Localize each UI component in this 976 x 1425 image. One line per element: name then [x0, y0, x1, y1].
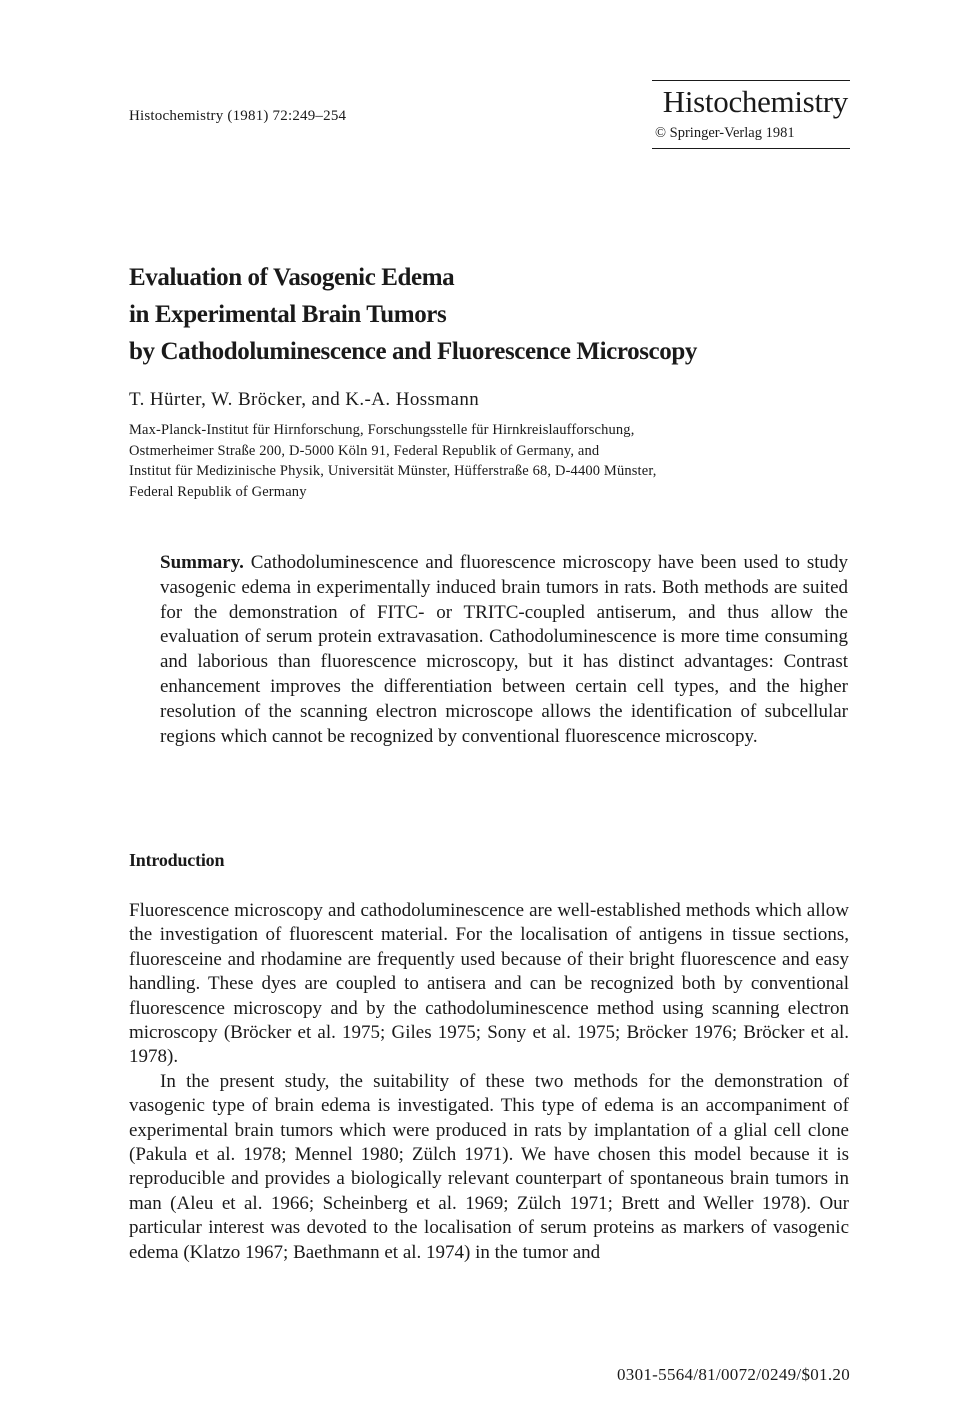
title-line: in Experimental Brain Tumors — [129, 301, 447, 328]
author-list: T. Hürter, W. Bröcker, and K.-A. Hossmann — [129, 389, 480, 410]
journal-name: Histochemistry — [662, 84, 848, 119]
abstract-summary — [160, 551, 848, 749]
introduction-body — [129, 899, 849, 1265]
publisher-copyright: © Springer-Verlag 1981 — [655, 125, 795, 141]
article-title — [129, 259, 697, 370]
author-affiliations — [129, 420, 657, 502]
affiliation-line: Max-Planck-Institut für Hirnforschung, Forschungsstelle für Hirnkreislaufforschung, — [129, 422, 635, 438]
section-heading-introduction: Introduction — [129, 850, 225, 870]
summary-label: Summary. — [160, 552, 244, 573]
body-paragraph: In the present study, the suitability of these two methods for the demonstration of vasogenic type of brain edema is investigated. This type of edema is an accompaniment of experimental brain tumors which were produced in rats by implantation of a glial cell clone (Pakula et al. 1978; Mennel 1980; Zülch 1971). We have chosen this model because it is reproducible and provides a biologically relevant counterpart of spontaneous brain tumors in man (Aleu et al. 1966; Scheinberg et al. 1969; Zülch 1971; Brett and Weller 1978). Our particular interest was devoted to the localisation of serum proteins as markers of vasogenic edema (Klatzo 1967; Baethmann et al. 1974) in the tumor and — [129, 1070, 849, 1263]
journal-masthead — [652, 80, 850, 149]
affiliation-line: Ostmerheimer Straße 200, D-5000 Köln 91, Federal Republik of Germany, and — [129, 442, 600, 459]
summary-text: Cathodoluminescence and fluorescence microscopy have been used to study vasogenic edema in experimentally induced brain tumors in rats. Both methods are suited for the demonstration of FITC- or TRITC-coupled antiserum, and thus allow the evaluation of serum protein extravasation. Cathodoluminescence is more time consuming and laborious than fluorescence microscopy, but it has distinct advantages: Contrast enhancement improves the differentiation between certain cell types, and the higher resolution of the scanning electron microscope allows the identification of subcellular regions which cannot be recognized by conventional fluorescence microscopy. — [160, 552, 848, 747]
journal-citation: Histochemistry (1981) 72:249–254 — [129, 108, 347, 124]
body-paragraph: Fluorescence microscopy and cathodoluminescence are well-established methods which allow the investigation of fluorescent material. For the localisation of antigens in tissue sections, fluoresceine and rhodamine are frequently used because of their bright fluorescence and easy handling. These dyes are coupled to antisera and can be recognized both by conventional fluorescence microscopy and by the cathodoluminescence method using scanning electron microscopy (Bröcker et al. 1975; Giles 1975; Sony et al. 1975; Bröcker 1976; Bröcker et al. 1978). — [129, 900, 849, 1068]
title-line: Evaluation of Vasogenic Edema — [129, 264, 455, 291]
affiliation-line: Institut für Medizinische Physik, Universität Münster, Hüfferstraße 68, D-4400 Münster, — [129, 463, 657, 479]
article-price-code: 0301-5564/81/0072/0249/$01.20 — [616, 1365, 850, 1384]
affiliation-line: Federal Republik of Germany — [129, 483, 307, 500]
title-line: by Cathodoluminescence and Fluorescence Microscopy — [129, 338, 697, 365]
